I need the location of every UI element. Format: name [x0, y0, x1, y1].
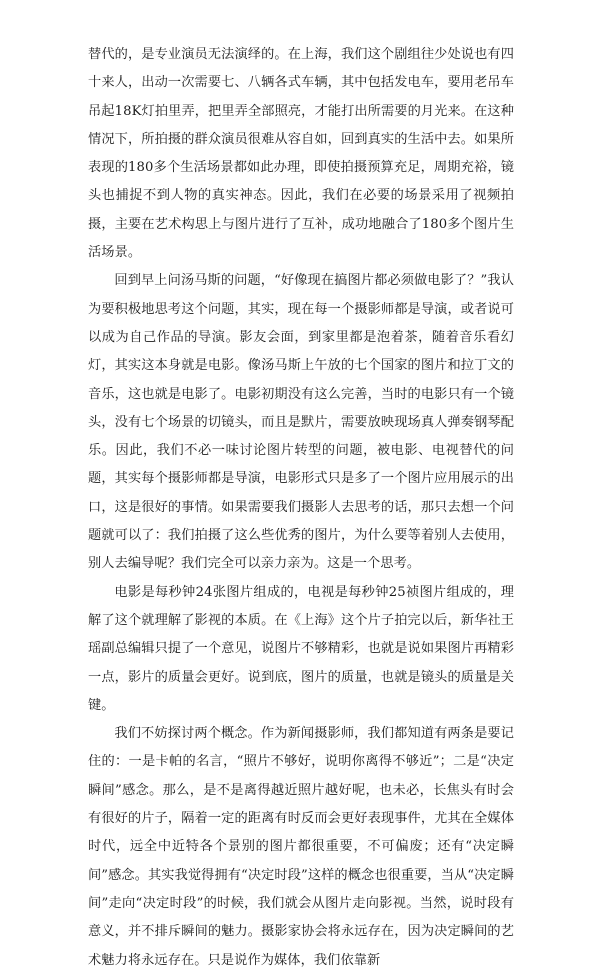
paragraph-1: 替代的，是专业演员无法演绎的。在上海，我们这个剧组往少处说也有四十来人，出动一次需要七、八辆各式车辆，其中包括发电车，要用老吊车吊起18K灯拍里弄，把里弄全部照亮，才能打出所需要的月光来。在这种情况下，所拍摄的群众演员很难从容自如，回到真实的生活中去。如果所表现的180多个生活场景都如此办理，即使拍摄预算充足，周期充裕，镜头也捕捉不到人物的真实神态。因此，我们在必要的场景采用了视频拍摄，主要在艺术构思上与图片进行了互补，成功地融合了180多个图片生活场景。 [88, 47, 514, 261]
paragraph-2: 回到早上问汤马斯的问题，“好像现在搞图片都必须做电影了？”我认为要积极地思考这个问题，其实，现在每一个摄影师都是导演，或者说可以成为自己作品的导演。影友会面，到家里都是泡着茶，随着音乐看幻灯，其实这本身就是电影。像汤马斯上午放的七个国家的图片和拉丁文的音乐，这也就是电影了。电影初期没有这么完善，当时的电影只有一个镜头，没有七个场景的切镜头，而且是默片，需要放映现场真人弹奏钢琴配乐。因此，我们不必一味讨论图片转型的问题，被电影、电视替代的问题，其实每个摄影师都是导演，电影形式只是多了一个图片应用展示的出口，这是很好的事情。如果需要我们摄影人去思考的话，那只去想一个问题就可以了：我们拍摄了这么些优秀的图片，为什么要等着别人去使用，别人去编导呢？我们完全可以亲力亲为。这是一个思考。 [88, 273, 514, 572]
document-page [88, 41, 514, 975]
paragraph-3: 电影是每秒钟24张图片组成的，电视是每秒钟25祯图片组成的，理解了这个就理解了影视的本质。在《上海》这个片子拍完以后，新华社王瑶副总编辑只提了一个意见，说图片不够精彩，也就是说如果图片再精彩一点，影片的质量会更好。说到底，图片的质量，也就是镜头的质量是关键。 [88, 584, 514, 713]
paragraph-4: 我们不妨探讨两个概念。作为新闻摄影师，我们都知道有两条是要记住的：一是卡帕的名言，“照片不够好，说明你离得不够近”；二是“决定瞬间”感念。那么，是不是离得越近照片越好呢，也未必，长焦头有时会有很好的片子，隔着一定的距离有时反而会更好表现事件，尤其在全媒体时代，远全中近特各个景别的图片都很重要，不可偏废；还有“决定瞬间”感念。其实我觉得拥有“决定时段”这样的概念也很重要，当从“决定瞬间”走向“决定时段”的时候，我们就会从图片走向影视。当然，说时段有意义，并不排斥瞬间的魅力。摄影家协会将永远存在，因为决定瞬间的艺术魅力将永远存在。只是说作为媒体，我们依靠新 [88, 726, 514, 968]
